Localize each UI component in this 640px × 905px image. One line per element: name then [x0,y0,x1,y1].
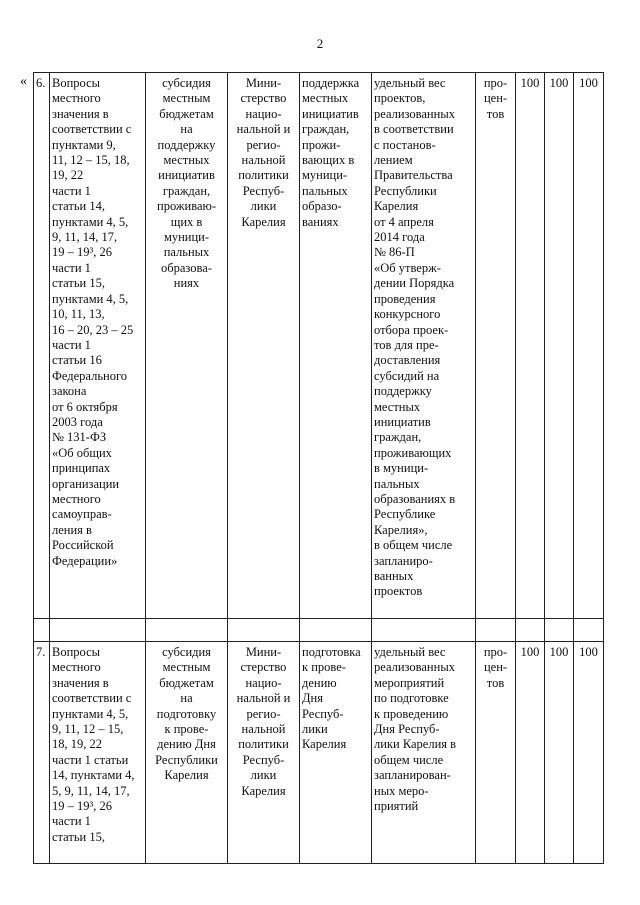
spacer-cell [516,619,545,642]
table-row [34,642,604,864]
purpose-cell: поддержка местных инициатив граждан, прожи- вающих в муници- пальных образо- ваниях [300,73,372,619]
unit-cell: про- цен- тов [476,642,516,864]
spacer-cell [300,619,372,642]
spacer-cell [574,619,604,642]
purpose-cell: подготовка к прове- дению Дня Респуб- лики Карелия [300,642,372,864]
ministry-cell: Мини- стерство нацио- нальной и регио- нальной политики Респуб- лики Карелия [228,642,300,864]
value-cell: 100 [516,642,545,864]
indicator-cell: удельный вес проектов, реализованных в соответствии с постанов- лением Правительства Республики Карелия от 4 апреля 2014 года № 86-П «Об утверж- дении Порядка проведения конкурсного отбора проек- тов для пре- доставления субсидий на поддержку местных инициатив граждан, проживающих в муници- пальных образованиях в Республике Карелия», в общем числе запланиро- ванных проектов [372,73,476,619]
row-number: 6. [34,73,50,619]
questions-cell: Вопросы местного значения в соответствии с пунктами 4, 5, 9, 11, 12 – 15, 18, 19, 22 части 1 статьи 14, пунктами 4, 5, 9, 11, 14, 17, 19 – 19³, 26 части 1 статьи 15, [50,642,146,864]
value-cell: 100 [574,73,604,619]
ministry-cell: Мини- стерство нацио- нальной и регио- нальной политики Респуб- лики Карелия [228,73,300,619]
unit-cell: про- цен- тов [476,73,516,619]
indicator-cell: удельный вес реализованных мероприятий по подготовке к проведению Дня Респуб- лики Карелия в общем числе запланирован- ных меро- приятий [372,642,476,864]
table-row [34,73,604,619]
opening-quote: « [20,74,27,89]
value-cell: 100 [574,642,604,864]
spacer-cell [34,619,50,642]
value-cell: 100 [545,73,574,619]
value-cell: 100 [516,73,545,619]
subsidy-cell: субсидия местным бюджетам на поддержку местных инициатив граждан, проживаю- щих в муници- пальных образова- ниях [146,73,228,619]
subsidy-cell: субсидия местным бюджетам на подготовку к прове- дению Дня Республики Карелия [146,642,228,864]
spacer-cell [545,619,574,642]
table-row-spacer [34,619,604,642]
page-number: 2 [316,36,324,51]
spacer-cell [372,619,476,642]
value-cell: 100 [545,642,574,864]
spacer-cell [228,619,300,642]
spacer-cell [146,619,228,642]
questions-cell: Вопросы местного значения в соответствии с пунктами 9, 11, 12 – 15, 18, 19, 22 части 1 статьи 14, пунктами 4, 5, 9, 11, 14, 17, 19 – 19³, 26 части 1 статьи 15, пунктами 4, 5, 10, 11, 13, 16 – 20, 23 – 25 части 1 статьи 16 Федерального закона от 6 октября 2003 года № 131-ФЗ «Об общих принципах организации местного самоуправ- ления в Российской Федерации» [50,73,146,619]
document-table [33,72,604,864]
spacer-cell [50,619,146,642]
row-number: 7. [34,642,50,864]
spacer-cell [476,619,516,642]
